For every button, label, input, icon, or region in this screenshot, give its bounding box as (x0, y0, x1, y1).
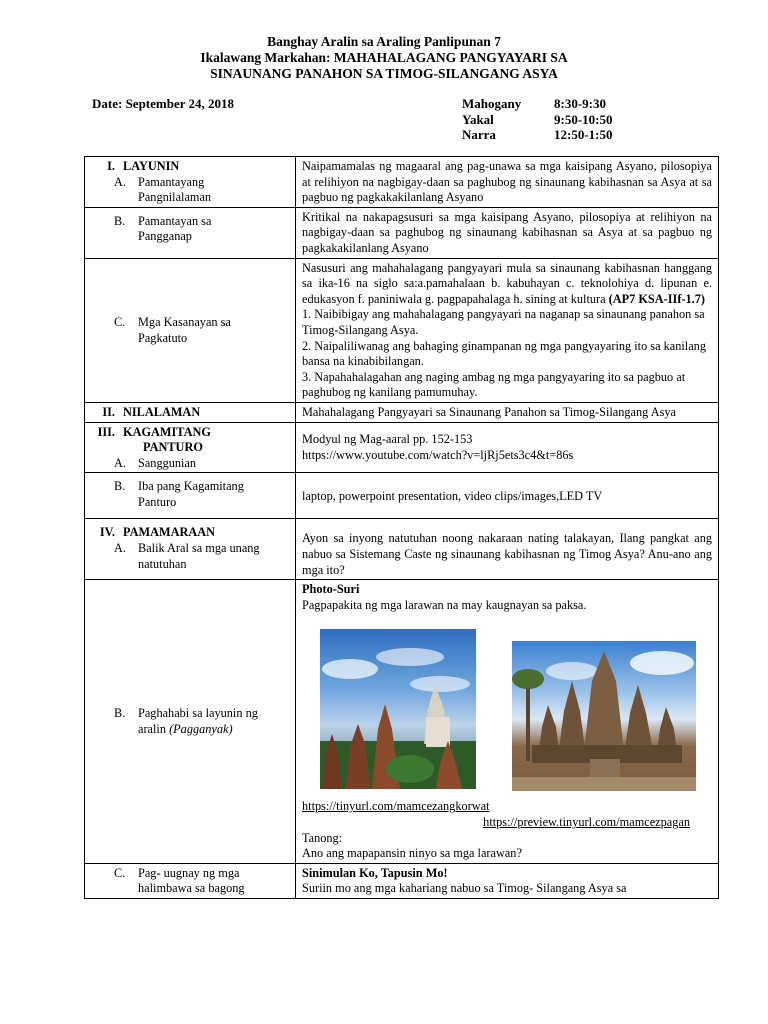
activity-title: Sinimulan Ko, Tapusin Mo! (302, 865, 448, 880)
bagan-temples-photo (320, 629, 476, 789)
label-cell (85, 473, 296, 519)
sub-label: C. Pag- uugnay ng mga halimbawa sa bagong (114, 865, 245, 896)
photo-gallery (302, 627, 712, 795)
table-row (85, 422, 719, 473)
header-line-3: SINAUNANG PANAHON SA TIMOG-SILANGANG ASYA (210, 66, 558, 81)
objective-3: 3. Napahahalagahan ang naging ambag ng mga pangyayaring ito sa pagbuo at paghubog ng kanilang pamumuhay. (302, 369, 686, 400)
image-link-2[interactable]: https://preview.tinyurl.com/mamcezpagan (483, 815, 690, 830)
lesson-date: Date: September 24, 2018 (92, 96, 235, 111)
section-heading: II. NILALAMAN (102, 404, 201, 419)
objective-1: 1. Naibibigay ang mahahalagang pangyayari na naganap sa sinaunang panahon sa Timog-Silangang Asya. (302, 307, 705, 337)
schedule-section: Mahogany (462, 96, 522, 111)
question-text: Ano ang mapapansin ninyo sa mga larawan? (302, 846, 522, 861)
schedule-row (462, 112, 613, 128)
class-schedule (462, 96, 613, 143)
sub-label: B. Pamantayan sa Pangganap (114, 213, 212, 244)
reference-book: Modyul ng Mag-aaral pp. 152-153 (302, 432, 473, 447)
content-cell: laptop, powerpoint presentation, video clips/images,LED TV (296, 473, 719, 519)
content-cell (296, 519, 719, 580)
image-link-1[interactable]: https://tinyurl.com/mamcezangkorwat (302, 799, 490, 814)
table-row (85, 402, 719, 422)
label-cell (85, 519, 296, 580)
content-cell: Kritikal na nakapagsusuri sa mga kaisipang Asyano, pilosopiya at relihiyon na nagbigay-daan sa paghubog ng sinaunang kabihasnan sa Asya at sa pagbuo ng pagkakakilanlang Asyano (296, 207, 719, 258)
content-cell (296, 580, 719, 864)
header-line-1: Banghay Aralin sa Araling Panlipunan 7 (267, 34, 501, 49)
competency-text: Nasusuri ang mahahalagang pangyayari mula sa sinaunang kabihasnan hanggang sa ika-16 na siglo sa:a.pamahalaan b. kabuhayan c. teknolohiya d. lipunan e. edukasyon f. paniniwala g. pagpapahalaga h. sining at kultura (302, 260, 712, 306)
schedule-section: Yakal (462, 111, 494, 127)
angkor-wat-photo (512, 641, 696, 791)
content-cell (296, 863, 719, 898)
table-row (85, 157, 719, 208)
table-row (85, 519, 719, 580)
section-heading: IV. PAMAMARAAN (99, 525, 215, 540)
table-row (85, 863, 719, 898)
label-cell (85, 402, 296, 422)
content-cell (296, 422, 719, 473)
schedule-time: 12:50-1:50 (554, 127, 613, 142)
sub-label: B. Iba pang Kagamitang Panturo (114, 479, 244, 509)
table-row (85, 207, 719, 258)
activity-description: Pagpapakita ng mga larawan na may kaugnayan sa paksa. (302, 597, 587, 612)
label-cell (85, 258, 296, 402)
header-line-2: Ikalawang Markahan: MAHAHALAGANG PANGYAYARI SA (200, 50, 568, 65)
lesson-plan-table (84, 156, 719, 899)
sub-label: A. Balik Aral sa mga unang natutuhan (114, 541, 260, 571)
label-cell (85, 207, 296, 258)
activity-description: Suriin mo ang mga kahariang nabuo sa Timog- Silangang Asya sa (302, 881, 627, 896)
schedule-section: Narra (462, 127, 496, 142)
content-cell (296, 258, 719, 402)
competency-code: (AP7 KSA-IIf-1.7) (608, 291, 705, 306)
activity-title: Photo-Suri (302, 582, 360, 597)
label-cell (85, 422, 296, 473)
section-heading: III. KAGAMITANG PANTURO (97, 424, 211, 455)
review-question: Ayon sa inyong natutuhan noong nakaraan nating talakayan, Ilang pangkat ang nabuo sa Sistemang Caste ng sinaunang kabihasnan ng Timog Asya? Anu-ano ang mga ito? (302, 531, 712, 577)
label-cell (85, 157, 296, 208)
sub-label: A. Sanggunian (114, 455, 197, 470)
schedule-row (462, 96, 613, 112)
section-heading: I. LAYUNIN (107, 159, 180, 173)
sub-label: C. Mga Kasanayan sa Pagkatuto (114, 315, 231, 345)
schedule-row (462, 127, 613, 143)
reference-link[interactable]: https://www.youtube.com/watch?v=ljRj5ets3c4&t=86s (302, 447, 574, 462)
schedule-time: 9:50-10:50 (554, 111, 613, 127)
objective-2: 2. Naipaliliwanag ang bahaging ginampanan ng mga pangyayaring ito sa kanilang bansa na kinabibilangan. (302, 338, 706, 369)
label-cell (85, 863, 296, 898)
schedule-time: 8:30-9:30 (554, 96, 606, 111)
document-header (0, 34, 768, 82)
content-cell: Naipamamalas ng magaaral ang pag-unawa sa mga kaisipang Asyano, pilosopiya at relihiyon na nagbigay-daan sa paghubog ng sinaunang kabihasnan sa Asya at sa pagbuo ng pagkakakilanlang Asyano (296, 157, 719, 208)
content-cell: Mahahalagang Pangyayari sa Sinaunang Panahon sa Timog-Silangang Asya (296, 402, 719, 422)
sub-label: B. Paghahabi sa layunin ng aralin (Pagganyak) (114, 706, 258, 737)
table-row (85, 580, 719, 864)
question-label: Tanong: (302, 830, 343, 845)
table-row (85, 473, 719, 519)
sub-label: A. Pamantayang Pangnilalaman (114, 174, 212, 205)
label-cell (85, 580, 296, 864)
table-row (85, 258, 719, 402)
